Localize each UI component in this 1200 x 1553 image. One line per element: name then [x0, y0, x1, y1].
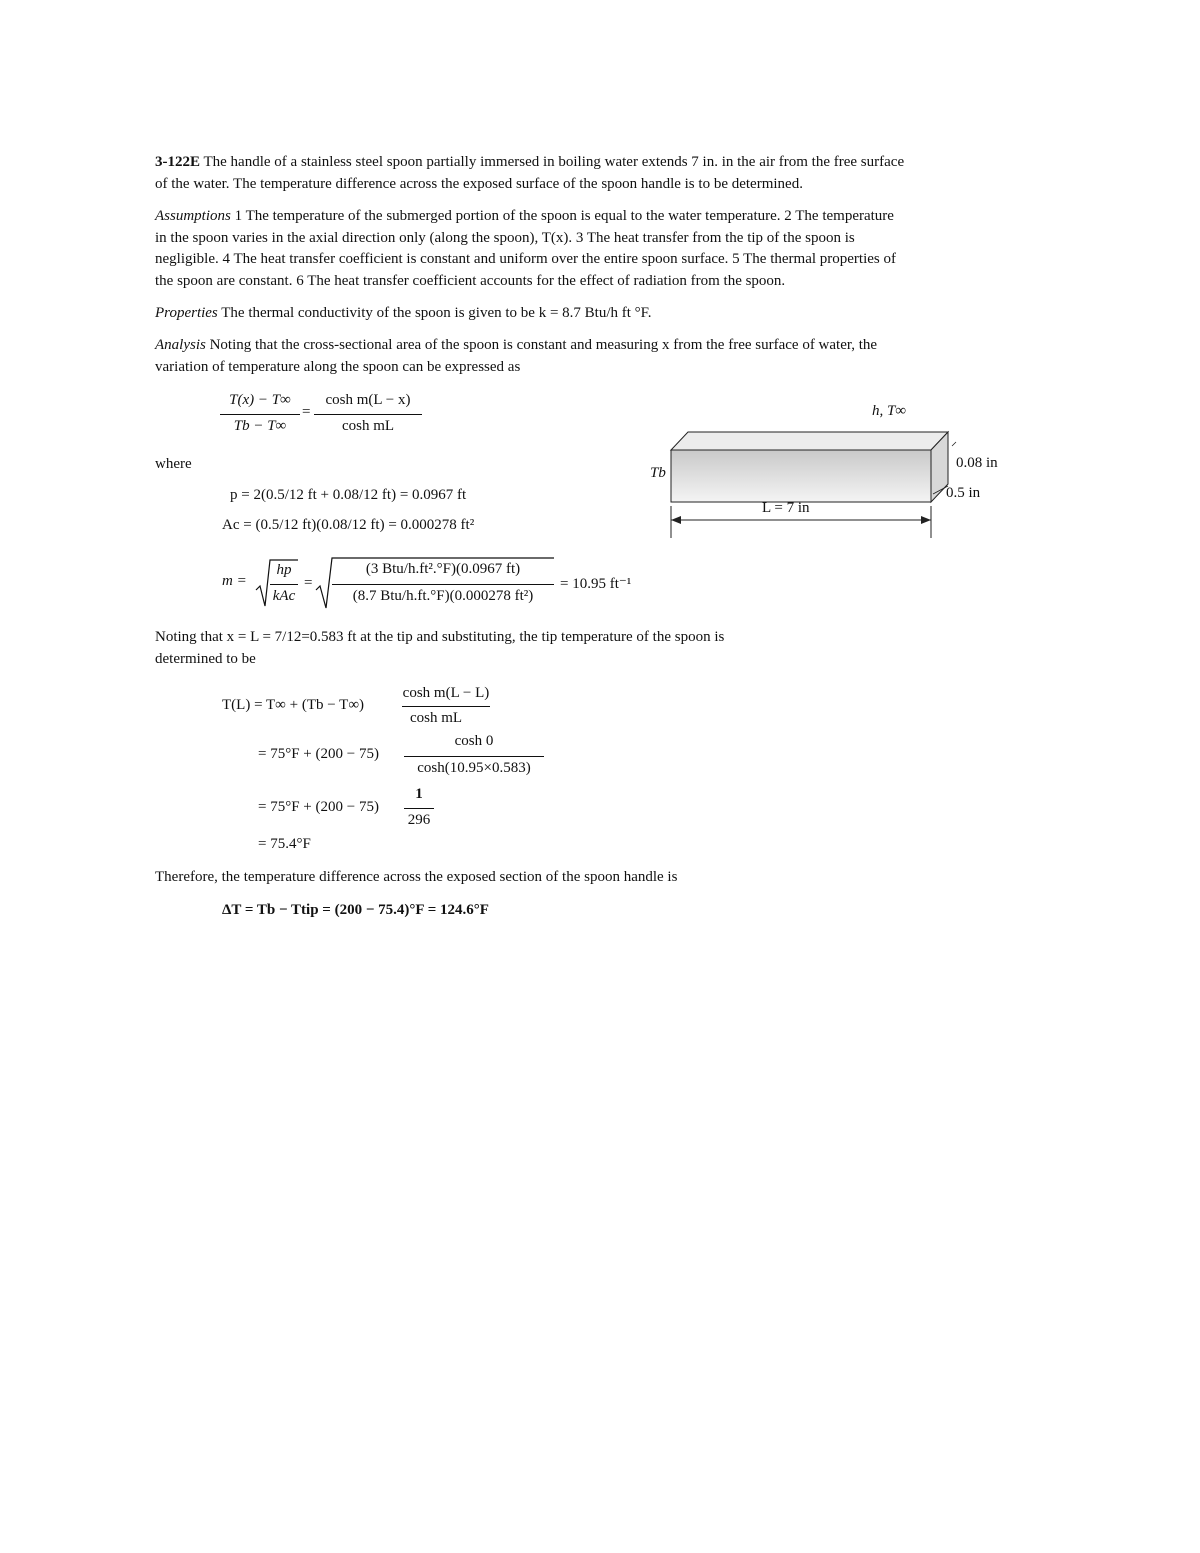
- assumptions-line-1: [155, 207, 1055, 226]
- step3-denominator: 296: [407, 812, 431, 828]
- eq1-denominator: Tb − T∞: [233, 418, 287, 434]
- therefore-line: Therefore, the temperature difference across the exposed section of the spoon handle is: [155, 869, 678, 885]
- area-equation: Ac = (0.5/12 ft)(0.08/12 ft) = 0.000278 ft²: [222, 517, 475, 533]
- spoon-diagram: [650, 420, 980, 550]
- tl-bar: [402, 706, 490, 707]
- assumptions-line-3: negligible. 4 The heat transfer coefficient is constant and uniform over the entire spoon surface. 5 The thermal properties of: [155, 251, 896, 267]
- step4-result: = 75.4°F: [258, 836, 311, 852]
- m-bar-2: [332, 584, 554, 585]
- problem-line-2: of the water. The temperature difference across the exposed surface of the spoon handle is to be determined.: [155, 176, 803, 192]
- analysis-text-1: Noting that the cross-sectional area of the spoon is constant and measuring x from the free surface of water, the: [205, 337, 878, 353]
- properties-label: Properties: [155, 305, 218, 321]
- eq1-right-numerator: cosh m(L − x): [325, 392, 411, 408]
- h-tinf-label: h, T∞: [872, 403, 907, 419]
- m-bar-1: [270, 584, 298, 585]
- eq1-fraction-bar: [220, 414, 300, 415]
- eq1-right-bar: [314, 414, 422, 415]
- where-label: where: [155, 456, 192, 472]
- m-lhs: m =: [222, 573, 247, 589]
- tb-label: Tb: [650, 465, 666, 481]
- tl-lhs: T(L) = T∞ + (Tb − T∞): [222, 697, 365, 713]
- m-num-2: (3 Btu/h.ft².°F)(0.0967 ft): [365, 561, 521, 577]
- assumptions-line-2: in the spoon varies in the axial direction only (along the spoon), T(x). 3 The heat transfer from the tip of the spoon is: [155, 230, 855, 246]
- properties-line: [155, 304, 1055, 323]
- assumptions-label: Assumptions: [155, 208, 231, 224]
- arrow-left: [671, 516, 681, 524]
- length-label: L = 7 in: [762, 500, 810, 516]
- arrow-right: [921, 516, 931, 524]
- step3-bar: [404, 808, 434, 809]
- eq1-numerator: T(x) − T∞: [229, 392, 291, 408]
- step2-denominator: cosh(10.95×0.583): [417, 760, 531, 776]
- spoon-top-face: [671, 432, 948, 450]
- noting-line-1: Noting that x = L = 7/12=0.583 ft at the tip and substituting, the tip temperature of the spoon is: [155, 629, 725, 645]
- thickness-label: 0.08 in: [956, 455, 998, 471]
- m-equals: =: [304, 575, 313, 591]
- perimeter-equation: p = 2(0.5/12 ft + 0.08/12 ft) = 0.0967 ft: [230, 487, 467, 503]
- tl-denominator: cosh mL: [409, 710, 463, 726]
- m-den-2: (8.7 Btu/h.ft.°F)(0.000278 ft²): [352, 588, 534, 604]
- assumptions-line-4: the spoon are constant. 6 The heat transfer coefficient accounts for the effect of radiation from the spoon.: [155, 273, 786, 289]
- properties-text: The thermal conductivity of the spoon is given to be k = 8.7 Btu/h ft °F.: [217, 305, 652, 321]
- step2-lhs: = 75°F + (200 − 75): [258, 746, 379, 762]
- noting-line-2: determined to be: [155, 651, 256, 667]
- analysis-line-2: variation of temperature along the spoon can be expressed as: [155, 359, 521, 375]
- problem-text-1: The handle of a stainless steel spoon partially immersed in boiling water extends 7 in. in the air from the free surface: [203, 154, 905, 170]
- step2-numerator: cosh 0: [454, 733, 494, 749]
- width-label: 0.5 in: [946, 485, 981, 501]
- spoon-front-face: [671, 450, 931, 502]
- analysis-label: Analysis: [155, 337, 206, 353]
- analysis-line-1: [155, 336, 1055, 355]
- m-den-1: kAc: [272, 588, 296, 604]
- final-equation: ΔT = Tb − Ttip = (200 − 75.4)°F = 124.6°F: [222, 902, 489, 918]
- eq1-right-denominator: cosh mL: [341, 418, 395, 434]
- m-num-1: hp: [276, 562, 292, 578]
- assumptions-text-1: 1 The temperature of the submerged portion of the spoon is equal to the water temperature. 2 The temperature: [230, 208, 894, 224]
- step2-bar: [404, 756, 544, 757]
- m-result: = 10.95 ft⁻¹: [560, 576, 632, 592]
- eq1-equals: =: [302, 404, 311, 420]
- problem-number: 3-122E: [155, 154, 200, 170]
- step3-numerator: 1: [415, 786, 423, 802]
- problem-line-1: [155, 153, 1055, 172]
- tl-numerator: cosh m(L − L): [402, 685, 490, 701]
- step3-lhs: = 75°F + (200 − 75): [258, 799, 379, 815]
